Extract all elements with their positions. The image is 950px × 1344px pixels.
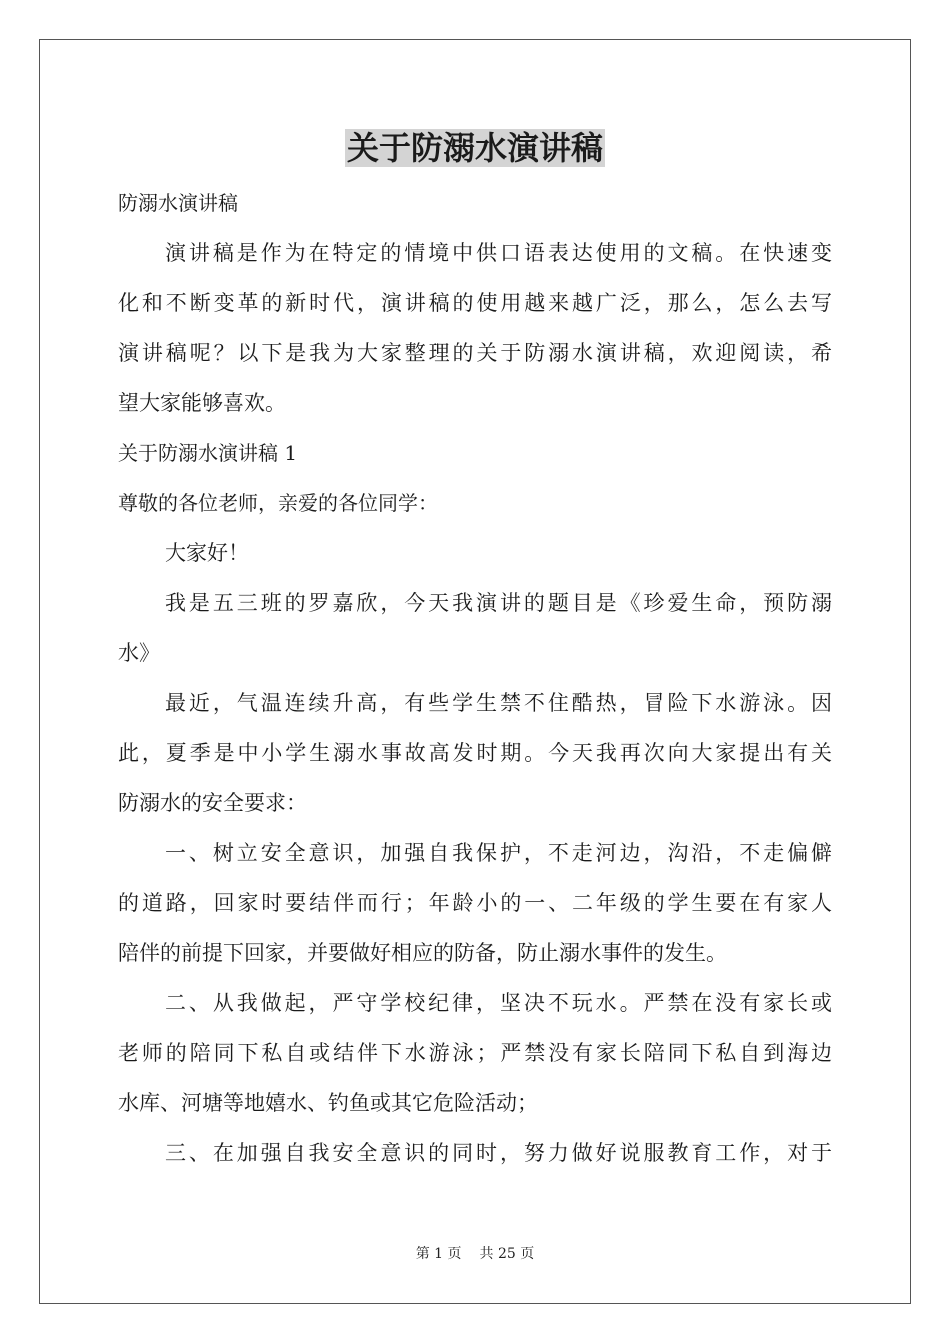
greeting: 大家好！ (165, 541, 249, 565)
paragraph-line: 防溺水的安全要求： (118, 791, 307, 815)
section-heading: 关于防溺水演讲稿 1 (118, 441, 298, 465)
page-footer (0, 1244, 950, 1264)
intro-line: 化和不断变革的新时代，演讲稿的使用越来越广泛，那么，怎么去写 (118, 291, 832, 315)
document-body (118, 178, 832, 1178)
intro-line: 望大家能够喜欢。 (118, 391, 286, 415)
paragraph-line: 一、树立安全意识，加强自我保护，不走河边，沟沿，不走偏僻 (165, 841, 832, 865)
document-title (0, 124, 950, 172)
paragraph-line: 我是五三班的罗嘉欣，今天我演讲的题目是《珍爱生命，预防溺 (165, 591, 832, 615)
salutation: 尊敬的各位老师，亲爱的各位同学： (118, 491, 438, 515)
paragraph-line: 老师的陪同下私自或结伴下水游泳；严禁没有家长陪同下私自到海边 (118, 1041, 832, 1065)
paragraph-line: 三、在加强自我安全意识的同时，努力做好说服教育工作，对于 (165, 1141, 832, 1165)
paragraph-line: 最近，气温连续升高，有些学生禁不住酷热，冒险下水游泳。因 (165, 691, 832, 715)
intro-line: 演讲稿呢？以下是我为大家整理的关于防溺水演讲稿，欢迎阅读，希 (118, 341, 832, 365)
paragraph-line: 陪伴的前提下回家，并要做好相应的防备，防止溺水事件的发生。 (118, 941, 727, 965)
paragraph-line: 水库、河塘等地嬉水、钓鱼或其它危险活动； (118, 1091, 538, 1115)
page-number: 第 1 页 (415, 1246, 462, 1262)
document-title-text: 关于防溺水演讲稿 (346, 129, 603, 167)
paragraph-line: 二、从我做起，严守学校纪律，坚决不玩水。严禁在没有家长或 (165, 991, 832, 1015)
page-total: 共 25 页 (479, 1246, 535, 1262)
intro-line: 演讲稿是作为在特定的情境中供口语表达使用的文稿。在快速变 (165, 241, 832, 265)
paragraph-line: 此，夏季是中小学生溺水事故高发时期。今天我再次向大家提出有关 (118, 741, 832, 765)
subtitle: 防溺水演讲稿 (118, 191, 238, 215)
paragraph-line: 水》 (118, 641, 160, 665)
paragraph-line: 的道路，回家时要结伴而行；年龄小的一、二年级的学生要在有家人 (118, 891, 832, 915)
